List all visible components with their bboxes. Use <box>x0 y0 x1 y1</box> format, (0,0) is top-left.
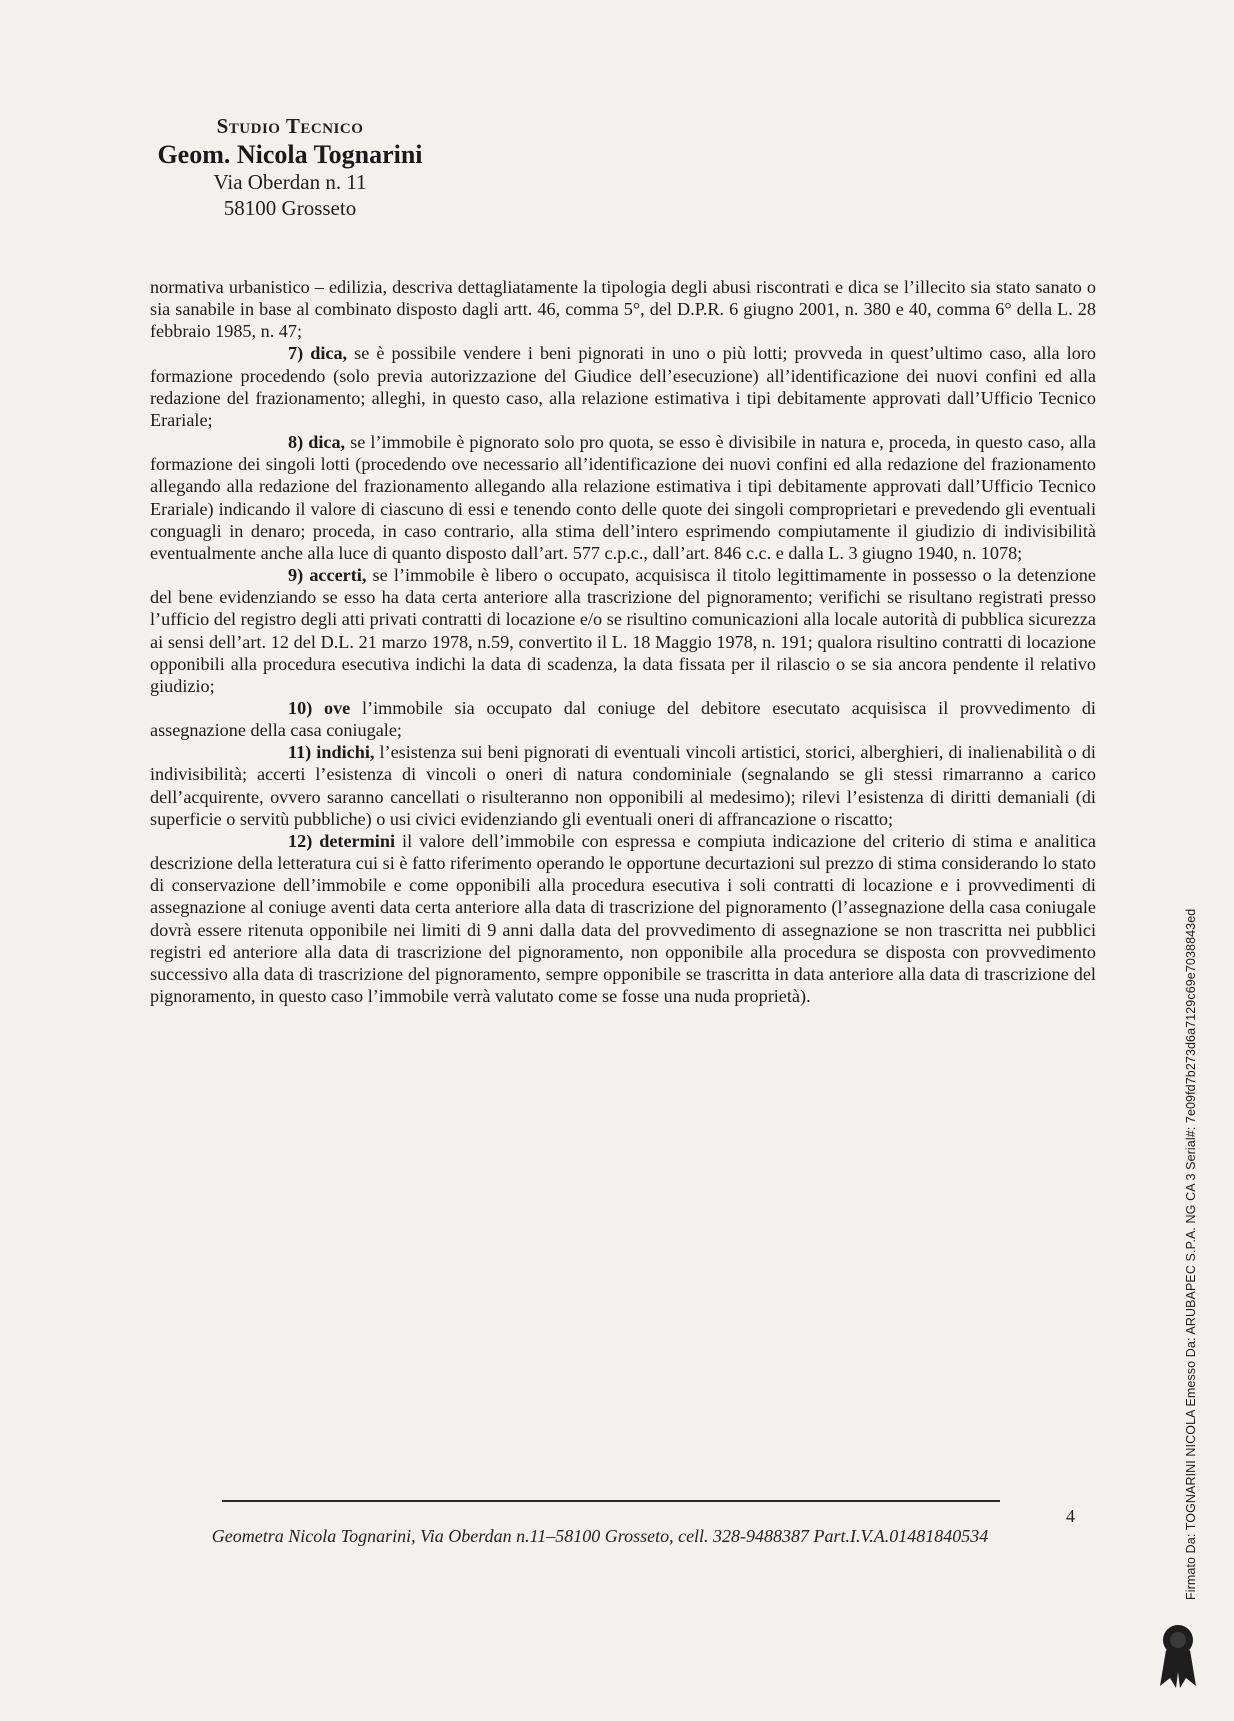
footer-divider <box>222 1500 1000 1502</box>
item-12 <box>150 830 1096 1007</box>
item-number: 11) indichi, <box>288 742 375 763</box>
item-11 <box>150 741 1096 830</box>
item-text: se è possibile vendere i beni pignorati in uno o più lotti; provveda in quest’ultimo caso, alla loro formazione procedendo (solo previa autorizzazione del Giudice dell’esecuzione) all’identificazione dei nuovi confini ed alla redazione del frazionamento; alleghi, in questo caso, alla relazione estimativa i tipi debitamente approvati dall’Ufficio Tecnico Erariale; <box>150 343 1096 430</box>
street-address: Via Oberdan n. 11 <box>213 170 367 195</box>
studio-title: Studio Tecnico <box>216 114 364 138</box>
item-number: 10) ove <box>288 697 351 718</box>
item-10 <box>150 697 1096 741</box>
item-7 <box>150 342 1096 431</box>
city-address: 58100 Grosseto <box>223 195 357 220</box>
intro-paragraph: normativa urbanistico – edilizia, descriva dettagliatamente la tipologia degli abusi riscontrati e dica se l’illecito sia stato sanato o sia sanabile in base al combinato disposto dagli artt. 46, comma 5°, del D.P.R. 6 giugno 2001, n. 380 e 40, comma 6° della L. 28 febbraio 1985, n. 47; <box>150 277 1096 342</box>
item-8 <box>150 431 1096 564</box>
item-number: 8) dica, <box>288 432 346 453</box>
item-text: l’immobile sia occupato dal coniuge del debitore esecutato acquisisca il provvedimento di assegnazione della casa coniugale; <box>150 697 1096 741</box>
item-text: il valore dell’immobile con espressa e compiuta indicazione del criterio di stima e analitica descrizione della letteratura cui si è fatto riferimento operando le opportune decurtazioni sul prezzo di stima considerando lo stato di conservazione dell’immobile e come opponibili alla procedura esecutiva i soli contratti di locazione e i provvedimenti di assegnazione al coniuge aventi data certa anteriore alla data di trascrizione del pignoramento (l’assegnazione della casa coniugale dovrà essere ritenuta opponibile nei limiti di 9 anni dalla data del provvedimento di assegnazione se non trascritta nei pubblici registri ed anteriore alla data di trascrizione del pignoramento, non opponibile alla procedura se disposta con provvedimento successivo alla data di trascrizione del pignoramento, sempre opponibile se trascritta in data anteriore alla data di trascrizione del pignoramento, in questo caso l’immobile verrà valutato come se fosse una nuda proprietà). <box>150 830 1096 1006</box>
surveyor-name: Geom. Nicola Tognarini <box>157 140 423 170</box>
item-number: 9) accerti, <box>288 565 367 586</box>
page-number: 4 <box>1066 1506 1075 1526</box>
footer-address: Geometra Nicola Tognarini, Via Oberdan n.11–58100 Grosseto, cell. 328-9488387 Part.I.V.A.01481840534 <box>211 1526 989 1546</box>
item-text: se l’immobile è pignorato solo pro quota, se esso è divisibile in natura e, proceda, in questo caso, alla formazione dei singoli lotti (procedendo ove necessario all’identificazione dei nuovi confini ed alla redazione del frazionamento allegando alla redazione del frazionamento allegando alla relazione estimativa i tipi debitamente approvati dall’Ufficio Tecnico Erariale) indicando il valore di ciascuno di essi e tenendo conto delle quote dei singoli comproprietari e prevedendo gli eventuali conguagli in denaro; proceda, in caso contrario, alla stima dell’intero esprimendo compiutamente il giudizio di indivisibilità eventualmente anche alla luce di quanto disposto dall’art. 577 c.p.c., dall’art. 846 c.c. e dalla L. 3 giugno 1940, n. 1078; <box>150 432 1096 563</box>
signature-seal-icon <box>1156 1620 1200 1690</box>
document-body <box>150 276 1096 1007</box>
item-text: l’esistenza sui beni pignorati di eventuali vincoli artistici, storici, alberghieri, di inalienabilità o di indivisibilità; accerti l’esistenza di vincoli o oneri di natura condominiale (segnalando se gli stessi rimarranno a carico dell’acquirente, ovvero saranno cancellati o risulteranno non opponibili al medesimo); rilevi l’esistenza di diritti demaniali (di superficie o servitù pubbliche) o usi civici evidenziando gli eventuali oneri di affrancazione o riscatto; <box>150 742 1096 829</box>
item-number: 7) dica, <box>288 343 348 364</box>
item-9 <box>150 564 1096 697</box>
letterhead <box>150 114 430 221</box>
item-text: se l’immobile è libero o occupato, acquisisca il titolo legittimamente in possesso o la detenzione del bene evidenziando se esso ha data certa anteriore alla trascrizione del pignoramento; verifichi se risultano registrati presso l’ufficio del registro degli atti privati contratti di locazione e/o se risultino comunicazioni alla locale autorità di pubblica sicurezza ai sensi dell’art. 12 del D.L. 21 marzo 1978, n.59, convertito il L. 18 Maggio 1978, n. 191; qualora risultino contratti di locazione opponibili alla procedura esecutiva indichi la data di scadenza, la data fissata per il rilascio o se sia ancora pendente il relativo giudizio; <box>150 565 1096 696</box>
item-number: 12) determini <box>288 830 396 851</box>
signature-text: Firmato Da: TOGNARINI NICOLA Emesso Da: ARUBAPEC S.P.A. NG CA 3 Serial#: 7e09fd7b273d6a7129c69e7038843ed <box>1184 908 1198 1600</box>
